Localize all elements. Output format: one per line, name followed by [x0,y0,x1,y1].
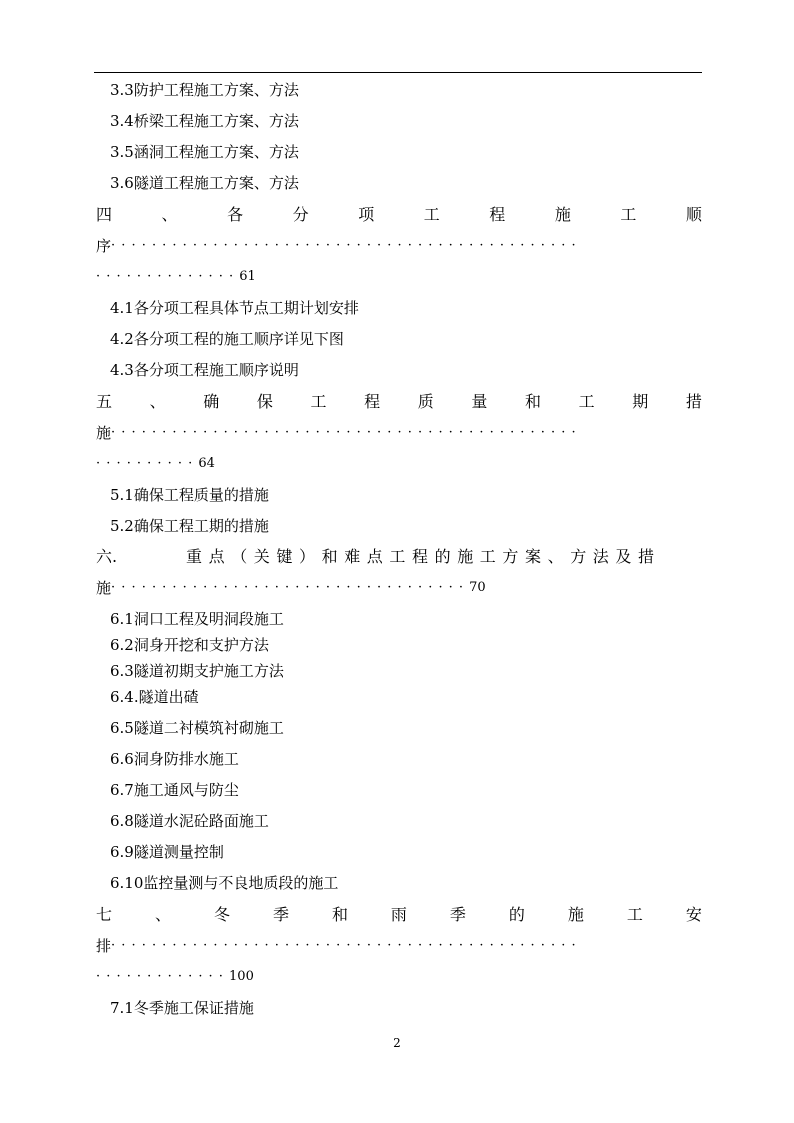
ch7-char: 、 [154,905,171,924]
ch7-char: 安 [685,905,702,924]
toc-chapter-6-title[interactable] [96,545,702,569]
ch5-char: 措 [685,392,702,411]
toc-entry-7-1[interactable]: 7.1冬季施工保证措施 [110,999,254,1017]
toc-entry-6-5[interactable]: 6.5隧道二衬模筑衬砌施工 [110,719,284,737]
toc-entry-4-1[interactable]: 4.1各分项工程具体节点工期计划安排 [110,299,359,317]
toc-entry-3-3[interactable]: 3.3防护工程施工方案、方法 [110,81,299,99]
toc-chapter-6-leader [96,576,702,600]
ch5-char: 程 [364,392,381,411]
ch7-char: 和 [331,905,348,924]
toc-chapter-5-title[interactable] [96,390,702,414]
ch7-page-number[interactable]: 100 [229,969,254,984]
ch4-char: 四 [96,205,113,224]
toc-entry-6-9[interactable]: 6.9隧道测量控制 [110,843,224,861]
toc-entry-6-4[interactable]: 6.4.隧道出碴 [110,688,199,706]
toc-entry-6-6[interactable]: 6.6洞身防排水施工 [110,750,239,768]
ch4-char: 工 [423,205,440,224]
toc-entry-3-6[interactable]: 3.6隧道工程施工方案、方法 [110,174,299,192]
ch7-tail: 排 [96,937,112,955]
ch5-char: 质 [417,392,434,411]
ch6-number: 六. [96,547,118,566]
ch5-dots: ·············································· [111,425,582,440]
toc-chapter-4-page-line [96,265,702,289]
toc-chapter-5-page-line [96,452,702,476]
ch7-char: 施 [567,905,584,924]
ch5-tail: 施 [96,424,112,442]
ch5-char: 和 [525,392,542,411]
ch4-char: 、 [161,205,178,224]
ch5-char: 五 [96,392,113,411]
ch4-tail: 序 [96,237,112,255]
toc-entry-3-4[interactable]: 3.4桥梁工程施工方案、方法 [110,112,299,130]
ch4-page-number[interactable]: 61 [239,269,256,284]
ch5-page-number[interactable]: 64 [198,456,215,471]
ch7-char: 工 [626,905,643,924]
toc-chapter-5-leader [96,421,702,445]
ch5-char: 工 [578,392,595,411]
ch4-dots-cont: ·············· [96,269,240,284]
ch4-dots: ·············································· [111,238,582,253]
ch7-char: 七 [96,905,113,924]
toc-entry-6-8[interactable]: 6.8隧道水泥砼路面施工 [110,812,269,830]
ch7-char: 雨 [390,905,407,924]
toc-chapter-7-leader [96,934,702,958]
ch6-title-text: 重点（关键）和难点工程的施工方案、方法及措 [186,547,661,566]
ch7-char: 的 [508,905,525,924]
ch7-char: 季 [449,905,466,924]
ch5-char: 工 [310,392,327,411]
ch5-dots-cont: ·········· [96,456,199,471]
toc-entry-5-1[interactable]: 5.1确保工程质量的措施 [110,486,269,504]
ch4-char: 工 [620,205,637,224]
toc-chapter-7-page-line [96,965,702,989]
ch4-char: 施 [554,205,571,224]
ch4-char: 程 [489,205,506,224]
ch5-char: 、 [149,392,166,411]
page-number: 2 [393,1036,401,1050]
toc-entry-6-3[interactable]: 6.3隧道初期支护施工方法 [110,662,284,680]
toc-chapter-4-leader [96,234,702,258]
toc-entry-3-5[interactable]: 3.5涵洞工程施工方案、方法 [110,143,299,161]
toc-entry-6-7[interactable]: 6.7施工通风与防尘 [110,781,239,799]
ch6-page-number[interactable]: 70 [469,580,486,595]
ch7-char: 季 [272,905,289,924]
ch4-char: 顺 [685,205,702,224]
toc-entry-4-3[interactable]: 4.3各分项工程施工顺序说明 [110,361,299,379]
toc-entry-6-2[interactable]: 6.2洞身开挖和支护方法 [110,636,269,654]
ch7-char: 冬 [213,905,230,924]
toc-entry-6-1[interactable]: 6.1洞口工程及明洞段施工 [110,610,284,628]
toc-chapter-7-title[interactable] [96,903,702,927]
toc-entry-5-2[interactable]: 5.2确保工程工期的措施 [110,517,269,535]
ch7-dots: ·············································· [111,938,582,953]
ch4-char: 项 [358,205,375,224]
toc-entry-4-2[interactable]: 4.2各分项工程的施工顺序详见下图 [110,330,344,348]
toc-chapter-4-title[interactable] [96,203,702,227]
toc-entry-6-10[interactable]: 6.10监控量测与不良地质段的施工 [110,874,339,892]
ch6-dots: ··································· [111,580,470,595]
ch5-char: 量 [471,392,488,411]
header-rule [94,72,702,73]
ch6-tail: 施 [96,579,112,597]
ch7-dots-cont: ············· [96,969,230,984]
ch4-char: 各 [227,205,244,224]
ch5-char: 保 [256,392,273,411]
ch5-char: 期 [632,392,649,411]
ch4-char: 分 [292,205,309,224]
ch5-char: 确 [203,392,220,411]
